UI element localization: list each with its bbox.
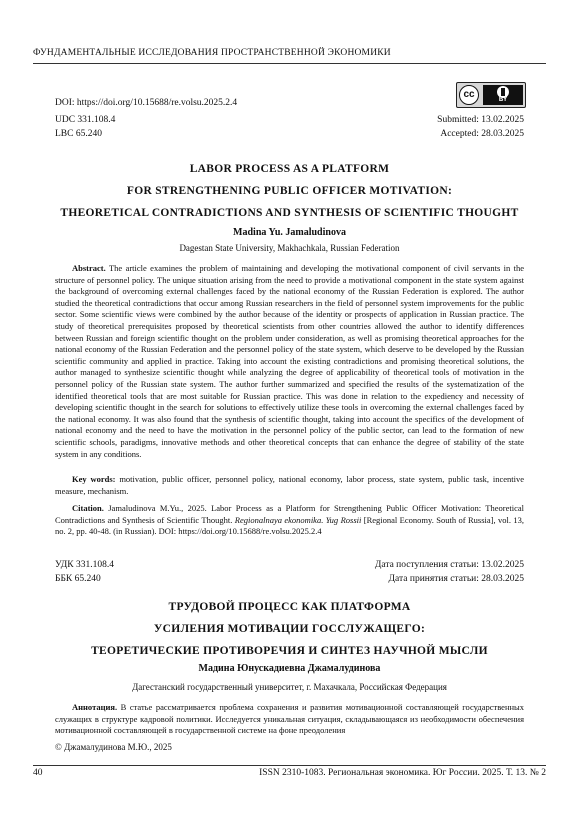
citation-text: Jamaludinova M.Yu., 2025. Labor Process as a Platform for Strengthening Public Officer Motivation: Theoretical Contradictions and Synthesis of Scientific Thought. <box>55 503 525 525</box>
en-dates <box>437 113 524 141</box>
footer-rule <box>33 765 546 766</box>
received-date: Дата поступления статьи: 13.02.2025 <box>374 560 524 570</box>
citation-label: Citation. <box>72 503 104 513</box>
cc-by-license-badge[interactable] <box>456 82 526 108</box>
citation-journal: Regionalnaya ekonomika. Yug Rossii <box>234 514 362 525</box>
doi-line[interactable]: DOI: https://doi.org/10.15688/re.volsu.2025.2.4 <box>55 98 238 108</box>
udk-code: УДК 331.108.4 <box>55 560 114 570</box>
en-citation <box>55 503 524 538</box>
journal-header: ФУНДАМЕНТАЛЬНЫЕ ИССЛЕДОВАНИЯ ПРОСТРАНСТВЕННОЙ ЭКОНОМИКИ <box>33 48 391 58</box>
en-classification <box>55 113 115 141</box>
bbk-code: ББК 65.240 <box>55 574 101 584</box>
citation-tail: [Regional Economy. South of Russia], vol. 13, no. 2, pp. 40-48. (in Russian). DOI: https://doi.org/10.15688/re.volsu.2025.2.4 <box>55 514 525 537</box>
ru-dates <box>375 558 524 586</box>
ru-title-line: ТЕОРЕТИЧЕСКИЕ ПРОТИВОРЕЧИЯ И СИНТЕЗ НАУЧНОЙ МЫСЛИ <box>91 645 488 657</box>
en-author: Madina Yu. Jamaludinova <box>233 227 346 238</box>
by-label: BY <box>498 97 508 103</box>
keywords-label: Key words: <box>72 474 116 484</box>
en-keywords <box>55 474 524 497</box>
accepted-date: Accepted: 28.03.2025 <box>440 129 524 139</box>
ru-classification <box>55 558 114 586</box>
abstract-label: Abstract. <box>72 263 106 273</box>
en-title-line: FOR STRENGTHENING PUBLIC OFFICER MOTIVATION: <box>126 185 453 197</box>
creative-commons-icon: cc <box>459 85 479 105</box>
attribution-icon <box>483 85 523 105</box>
submitted-date: Submitted: 13.02.2025 <box>437 115 524 125</box>
page-number: 40 <box>33 768 43 778</box>
en-title <box>33 158 546 224</box>
udc-code: UDC 331.108.4 <box>55 115 116 125</box>
keywords-text: motivation, public officer, personnel policy, national economy, labor process, state system, public task, incentive measure, mechanism. <box>55 474 524 496</box>
ru-author: Мадина Юнускадиевна Джамалудинова <box>198 663 381 674</box>
en-affiliation: Dagestan State University, Makhachkala, Russian Federation <box>179 243 400 253</box>
ru-abstract <box>55 702 524 738</box>
ru-abstract-text: В статье рассматривается проблема сохранения и развития мотивационной составляющей государственных служащих в структуре кадровой политики. Исследуется уникальная ситуация, складывающаяся из необходимости обеспечения мотивационной составляющей в государственной системе на фоне преодоления <box>55 702 524 736</box>
en-abstract <box>55 263 524 460</box>
ru-abstract-label: Аннотация. <box>72 702 118 712</box>
copyright: © Джамалудинова М.Ю., 2025 <box>55 742 172 752</box>
ru-title-line: УСИЛЕНИЯ МОТИВАЦИИ ГОССЛУЖАЩЕГО: <box>153 623 426 635</box>
en-title-line: LABOR PROCESS AS A PLATFORM <box>189 163 390 175</box>
ru-accepted-date: Дата принятия статьи: 28.03.2025 <box>388 574 524 584</box>
ru-title-line: ТРУДОВОЙ ПРОЦЕСС КАК ПЛАТФОРМА <box>168 601 411 613</box>
header-rule <box>33 63 546 64</box>
ru-affiliation: Дагестанский государственный университет, г. Махачкала, Российская Федерация <box>132 682 447 692</box>
lbc-code: LBC 65.240 <box>55 129 102 139</box>
footer-issn: ISSN 2310-1083. Региональная экономика. Юг России. 2025. Т. 13. № 2 <box>259 768 546 778</box>
ru-title <box>33 596 546 662</box>
en-title-line: THEORETICAL CONTRADICTIONS AND SYNTHESIS OF SCIENTIFIC THOUGHT <box>60 207 519 219</box>
abstract-text: The article examines the problem of maintaining and developing the motivational component of civil servants in the structure of personnel policy. The unique situation arising from the need to provide a motivational component in the state system against the background of overcoming external challenges faced by the national economy of the Russian Federation is explored. The author studied the theoretical contradictions that occur among Russian researchers in the field of personnel system improvements for the public sector. Some scientific views were combined by the author because of the identity or prospects of application in Russian practice. The study of theoretical prerequisites proposed by theoretical scientists from other countries allowed the author to identify differences between Russian and foreign scientific thought on the problem under consideration, as well as promising theoretical approaches for the national economy of the Russian Federation and the personnel policy of the state system, which deserve to be developed by the Russian scientific community and applied in practice. Taking into account the existing contradictions and promising theoretical solutions, the author managed to synthesize scientific thought while analyzing the degree of applicability of theoretical tools of motivation in the personnel policy of the Russian state system. The author further summarized and specified the results of the systematization of the identified theoretical tools that are most suitable for Russian practice. This was done in relation to the expediency and necessity of developing scientific thought in the search for solutions to effectively utilize these tools in overcoming the external challenges faced by the national economy. It was also found that the synthesis of scientific thought, taking into account the specifics of the development of national economy and the need to have the motivation in the personnel policy of the public sector, can lead to the formation of new scientific schools, paradigms, innovative methods and other theoretical concepts that can enhance the degree of stability of the state system in any conditions. <box>55 263 524 459</box>
